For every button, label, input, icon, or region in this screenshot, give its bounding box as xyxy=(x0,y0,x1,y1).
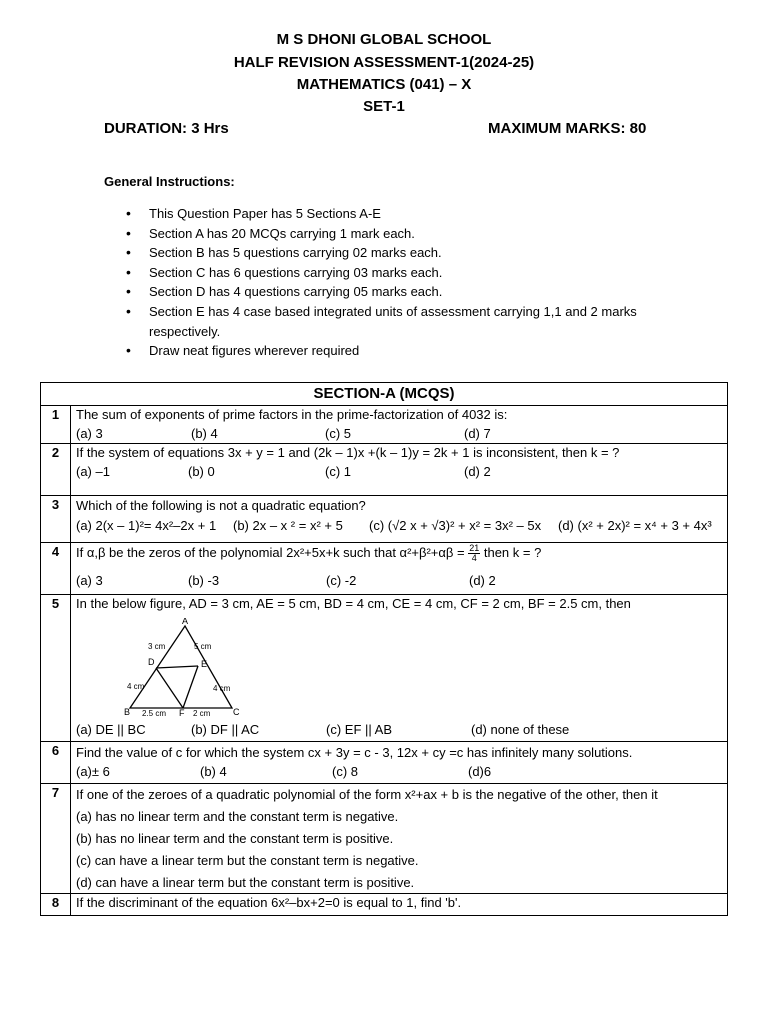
length-label-ce: 4 cm xyxy=(213,684,231,693)
instruction-item: • Section E has 4 case based integrated units of assessment carrying 1,1 and 2 marks respectively. xyxy=(104,302,684,341)
instructions-title: General Instructions: xyxy=(104,174,235,189)
option: (c) 5 xyxy=(325,426,351,441)
option: (b) DF || AC xyxy=(191,722,260,737)
question-text: Which of the following is not a quadratic equation? xyxy=(76,498,366,513)
option: (b) 4 xyxy=(191,426,218,441)
length-label-cf: 2 cm xyxy=(193,709,211,716)
question-number: 7 xyxy=(41,784,71,893)
fraction-denominator: 4 xyxy=(471,553,477,563)
set-title: SET-1 xyxy=(363,98,405,115)
question-number: 6 xyxy=(41,742,71,783)
option: (d) 2 xyxy=(464,464,491,479)
questions-table xyxy=(40,382,728,916)
option: (a) 2(x – 1)²= 4x²–2x + 1 xyxy=(76,518,217,533)
question-number: 1 xyxy=(41,406,71,443)
option: (b) has no linear term and the constant term is positive. xyxy=(76,831,394,846)
vertex-label-b: B xyxy=(124,707,131,716)
section-title: SECTION-A (MCQS) xyxy=(41,383,727,406)
option: (d)6 xyxy=(468,764,492,779)
length-label-ae: 5 cm xyxy=(194,642,212,651)
option: (a) –1 xyxy=(76,464,110,479)
question-text: The sum of exponents of prime factors in the prime-factorization of 4032 is: xyxy=(76,407,508,422)
maximum-marks: MAXIMUM MARKS: 80 xyxy=(488,120,647,137)
option: (a) DE || BC xyxy=(76,722,146,737)
option: (c) -2 xyxy=(326,573,357,588)
instruction-item: • Section A has 20 MCQs carrying 1 mark each. xyxy=(104,224,684,244)
option: (d) 2 xyxy=(469,573,496,588)
instruction-item: • Section B has 5 questions carrying 02 marks each. xyxy=(104,243,684,263)
question-row xyxy=(41,595,727,742)
vertex-label-f: F xyxy=(179,708,185,716)
question-text: If the discriminant of the equation 6x²–bx+2=0 is equal to 1, find 'b'. xyxy=(76,895,462,910)
length-label-bd: 4 cm xyxy=(127,682,145,691)
option: (a) 3 xyxy=(76,426,103,441)
option: (c) 1 xyxy=(325,464,351,479)
vertex-label-e: E xyxy=(201,659,208,669)
question-text: If the system of equations 3x + y = 1 and (2k – 1)x +(k – 1)y = 2k + 1 is inconsistent, then k = ? xyxy=(76,445,620,460)
question-text: Find the value of c for which the system cx + 3y = c - 3, 12x + cy =c has infinitely many solutions. xyxy=(76,745,633,760)
option: (c) can have a linear term but the constant term is negative. xyxy=(76,853,419,868)
question-text: If one of the zeroes of a quadratic polynomial of the form x²+ax + b is the negative of the other, then it xyxy=(76,787,658,802)
question-row xyxy=(41,784,727,894)
question-number: 8 xyxy=(41,894,71,915)
vertex-label-c: C xyxy=(233,707,240,716)
instruction-item: • Section C has 6 questions carrying 03 marks each. xyxy=(104,263,684,283)
instruction-item: • This Question Paper has 5 Sections A-E xyxy=(104,204,684,224)
option: (c) 8 xyxy=(332,764,358,779)
question-row xyxy=(41,543,727,595)
option: (d) 7 xyxy=(464,426,491,441)
question-text: In the below figure, AD = 3 cm, AE = 5 cm, BD = 4 cm, CE = 4 cm, CF = 2 cm, BF = 2.5 cm, then xyxy=(76,596,631,611)
question-row xyxy=(41,406,727,444)
option: (d) (x² + 2x)² = x⁴ + 3 + 4x³ xyxy=(558,518,712,533)
question-text-end: then k = ? xyxy=(483,544,542,560)
option: (d) can have a linear term but the constant term is positive. xyxy=(76,875,415,890)
duration: DURATION: 3 Hrs xyxy=(104,120,229,137)
length-label-bf: 2.5 cm xyxy=(142,709,167,716)
question-row xyxy=(41,496,727,543)
option: (b) -3 xyxy=(188,573,220,588)
question-row xyxy=(41,742,727,784)
instructions-list xyxy=(104,204,684,361)
assessment-title: HALF REVISION ASSESSMENT-1(2024-25) xyxy=(233,54,535,71)
option: (a) has no linear term and the constant term is negative. xyxy=(76,809,399,824)
option: (c) EF || AB xyxy=(326,722,392,737)
question-number: 2 xyxy=(41,444,71,495)
question-number: 4 xyxy=(41,543,71,594)
question-number: 3 xyxy=(41,496,71,542)
length-label-ad: 3 cm xyxy=(148,642,166,651)
school-name: M S DHONI GLOBAL SCHOOL xyxy=(276,31,492,48)
question-row xyxy=(41,894,727,915)
question-number: 5 xyxy=(41,595,71,741)
option: (b) 2x – x ² = x² + 5 xyxy=(233,518,343,533)
option: (a) 3 xyxy=(76,573,103,588)
question-row xyxy=(41,444,727,496)
fraction xyxy=(468,544,480,563)
option: (c) (√2 x + √3)² + x² = 3x² – 5x xyxy=(369,518,542,533)
option: (d) none of these xyxy=(471,722,570,737)
option: (b) 4 xyxy=(200,764,227,779)
instruction-item: • Draw neat figures wherever required xyxy=(104,341,684,361)
vertex-label-d: D xyxy=(148,657,155,667)
vertex-label-a: A xyxy=(182,618,189,626)
option: (a)± 6 xyxy=(76,764,110,779)
subject-title: MATHEMATICS (041) – X xyxy=(296,76,472,93)
question-text-start: If α,β be the zeros of the polynomial 2x²+5x+k such that α²+β²+αβ = xyxy=(76,544,465,560)
instruction-item: • Section D has 4 questions carrying 05 marks each. xyxy=(104,282,684,302)
fraction-numerator: 21 xyxy=(469,543,480,553)
option: (b) 0 xyxy=(188,464,215,479)
triangle-figure xyxy=(112,618,258,716)
question-text xyxy=(76,544,541,563)
